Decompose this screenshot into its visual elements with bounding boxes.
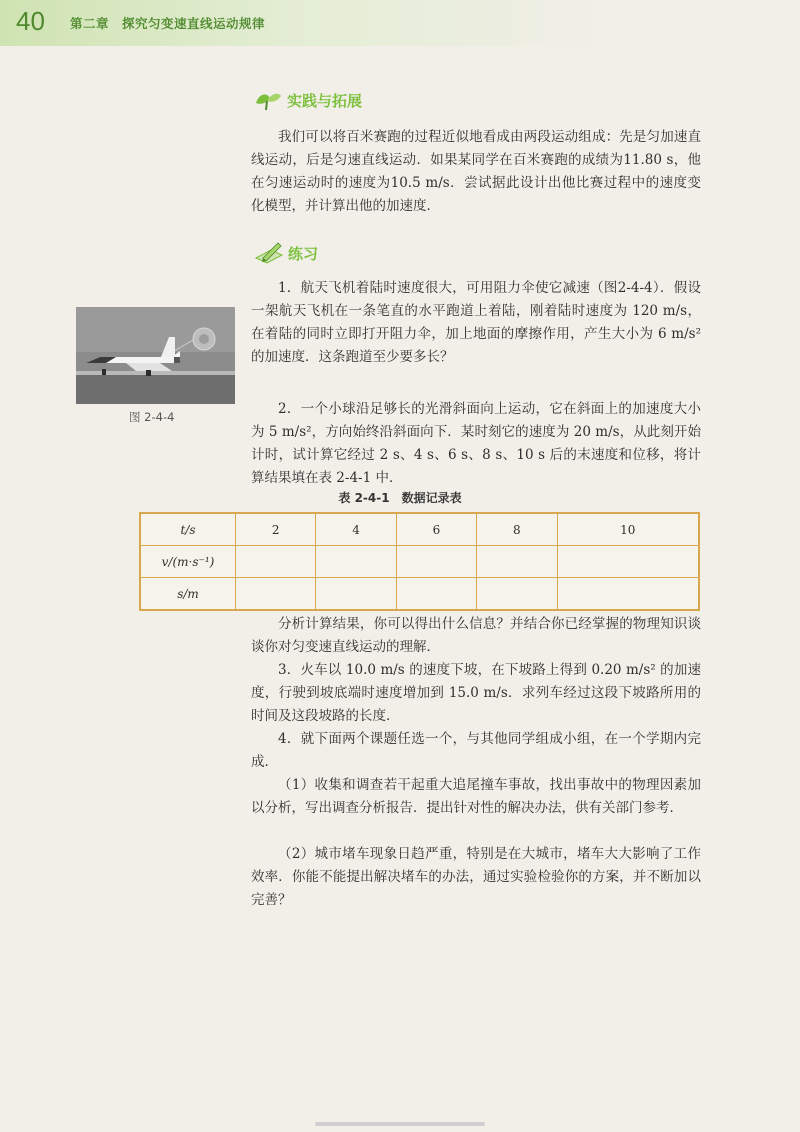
practice-paragraph: 我们可以将百米赛跑的过程近似地看成由两段运动组成：先是匀加速直线运动，后是匀速直线运动．如果某同学在百米赛跑的成绩为11.80 s，他在匀速运动时的速度为10.5 m/s．尝试据此设计出他比赛过程中的速度变化模型，并计算出他的加速度． (251, 129, 701, 214)
empty-cell (557, 578, 699, 611)
row-header-velocity: v/(m·s⁻¹) (140, 546, 236, 578)
table-row (140, 513, 699, 546)
page-bottom-mark (315, 1122, 485, 1126)
exercise-section-heading (254, 240, 318, 266)
empty-cell (396, 546, 476, 578)
exercise-q4-option-1: （1）收集和调查若干起重大追尾撞车事故，找出事故中的物理因素加以分析，写出调查分析报告．提出针对性的解决办法，供有关部门参考． (251, 777, 701, 816)
time-cell: 6 (396, 513, 476, 546)
row-header-time: t/s (140, 513, 236, 546)
pencil-notebook-icon (254, 240, 284, 266)
table-title: 表 2-4-1 数据记录表 (338, 491, 462, 505)
time-cell: 8 (477, 513, 557, 546)
practice-section-title: 实践与拓展 (287, 91, 363, 110)
empty-cell (396, 578, 476, 611)
empty-cell (316, 578, 396, 611)
data-record-table (139, 512, 700, 611)
exercise-section-title: 练习 (288, 244, 319, 263)
empty-cell (236, 546, 316, 578)
row-header-displacement: s/m (140, 578, 236, 611)
space-shuttle-photo (76, 307, 235, 404)
time-cell: 4 (316, 513, 396, 546)
empty-cell (557, 546, 699, 578)
time-cell: 2 (236, 513, 316, 546)
empty-cell (236, 578, 316, 611)
time-cell: 10 (557, 513, 699, 546)
exercise-q2: 2．一个小球沿足够长的光滑斜面向上运动，它在斜面上的加速度大小为 5 m/s²，方向始终沿斜面向下．某时刻它的速度为 20 m/s，从此刻开始计时，试计算它经过 2 s、4 s、6 s、8 s、10 s 后的末速度和位移，将计算结果填在表 2-4-1 中． (251, 401, 701, 486)
table-row (140, 546, 699, 578)
sprout-icon (253, 89, 283, 111)
exercise-q1: 1．航天飞机着陆时速度很大，可用阻力伞使它减速（图2-4-4）．假设一架航天飞机在一条笔直的水平跑道上着陆，刚着陆时速度为 120 m/s，在着陆的同时立即打开阻力伞，加上地面的摩擦作用，产生大小为 6 m/s² 的加速度．这条跑道至少要多长？ (251, 280, 701, 365)
exercise-q2-followup: 分析计算结果，你可以得出什么信息？并结合你已经掌握的物理知识谈谈你对匀变速直线运动的理解． (251, 616, 701, 655)
empty-cell (316, 546, 396, 578)
practice-section-heading (253, 89, 362, 111)
exercise-q3: 3．火车以 10.0 m/s 的速度下坡，在下坡路上得到 0.20 m/s² 的加速度，行驶到坡底端时速度增加到 15.0 m/s．求列车经过这段下坡路所用的时间及这段坡路的长度． (251, 662, 701, 724)
table-row (140, 578, 699, 611)
page-number: 40 (16, 6, 45, 36)
empty-cell (477, 578, 557, 611)
figure-label: 图 2-4-4 (129, 410, 175, 424)
exercise-q4: 4．就下面两个课题任选一个，与其他同学组成小组，在一个学期内完成． (251, 731, 701, 770)
exercise-q4-option-2: （2）城市堵车现象日趋严重，特别是在大城市，堵车大大影响了工作效率．你能不能提出解决堵车的办法，通过实验检验你的方案，并不断加以完善？ (251, 846, 701, 908)
empty-cell (477, 546, 557, 578)
chapter-title: 第二章 探究匀变速直线运动规律 (70, 16, 266, 31)
